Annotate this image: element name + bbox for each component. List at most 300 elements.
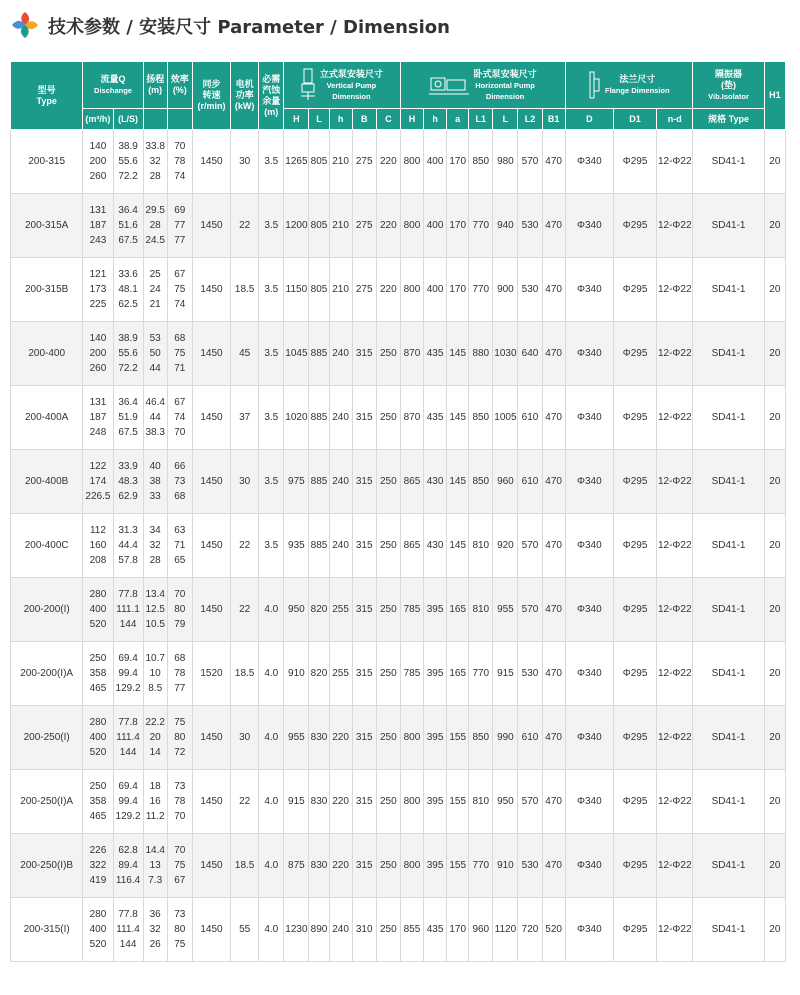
cell-flow-ls-value: 62.8 [118, 845, 138, 856]
cell-flow-m3h-value: 131 [89, 205, 107, 216]
cell-eff [167, 642, 192, 706]
cell-vertical-dim: 805 [309, 130, 329, 194]
cell-flow-ls-value: 38.9 [118, 141, 138, 152]
cell-flange-dim: 12-Φ22 [657, 898, 693, 962]
cell-flow-m3h-value: 260 [89, 171, 107, 182]
cell-eff-value: 66 [174, 461, 186, 472]
cell-flange-dim: Φ295 [613, 130, 656, 194]
cell-flow-ls [113, 322, 143, 386]
header-v-H: H [284, 109, 309, 130]
cell-flow-ls-value: 111.4 [116, 732, 140, 743]
cell-npsh: 3.5 [259, 194, 284, 258]
cell-eff-value: 70 [174, 845, 186, 856]
cell-isolator: SD41-1 [693, 834, 764, 898]
cell-flow-ls-value: 38.9 [118, 333, 138, 344]
header-h-a: a [447, 109, 469, 130]
cell-eff-value: 69 [174, 205, 186, 216]
cell-flow-ls [113, 770, 143, 834]
cell-vertical-dim: 915 [284, 770, 309, 834]
header-model: 型号 Type [11, 62, 83, 130]
cell-eff-value: 70 [174, 141, 186, 152]
cell-head-value: 38 [149, 476, 161, 487]
cell-power: 55 [231, 898, 259, 962]
cell-flow-m3h-value: 465 [89, 683, 107, 694]
cell-vertical-dim: 975 [284, 450, 309, 514]
cell-head-value: 8.5 [148, 683, 163, 694]
cell-speed: 1450 [192, 834, 230, 898]
cell-flange-dim: Φ340 [565, 834, 613, 898]
cell-flow-m3h-value: 280 [89, 909, 107, 920]
cell-flange-dim: 12-Φ22 [657, 514, 693, 578]
cell-horizontal-dim: 850 [469, 450, 493, 514]
cell-horizontal-dim: 165 [447, 578, 469, 642]
cell-eff-value: 72 [174, 747, 186, 758]
cell-eff-value: 77 [174, 220, 186, 231]
cell-flow-m3h-value: 131 [89, 397, 107, 408]
cell-horizontal-dim: 400 [424, 194, 447, 258]
cell-flow-ls-value: 55.6 [118, 348, 138, 359]
cell-h1: 20 [764, 258, 785, 322]
cell-eff-value: 74 [174, 171, 186, 182]
cell-horizontal-dim: 145 [447, 386, 469, 450]
cell-flow-ls-value: 33.6 [118, 269, 138, 280]
cell-vertical-dim: 950 [284, 578, 309, 642]
cell-vertical-dim: 250 [376, 642, 400, 706]
cell-flow-ls-value: 129.2 [115, 683, 141, 694]
cell-eff-value: 75 [174, 717, 186, 728]
cell-flange-dim: Φ340 [565, 898, 613, 962]
header-f-D1: D1 [613, 109, 656, 130]
cell-head-value: 44 [149, 363, 161, 374]
cell-flow-m3h-value: 400 [89, 732, 107, 743]
cell-vertical-dim: 310 [352, 898, 376, 962]
cell-npsh: 4.0 [259, 834, 284, 898]
cell-vertical-dim: 250 [376, 898, 400, 962]
cell-eff [167, 706, 192, 770]
cell-vertical-dim: 220 [329, 770, 352, 834]
cell-eff-value: 75 [174, 284, 186, 295]
cell-horizontal-dim: 395 [424, 834, 447, 898]
cell-vertical-dim: 1020 [284, 386, 309, 450]
cell-npsh: 4.0 [259, 898, 284, 962]
cell-model: 200-400 [11, 322, 83, 386]
cell-model: 200-315(I) [11, 898, 83, 962]
cell-horizontal-dim: 430 [424, 450, 447, 514]
cell-horizontal-dim: 850 [469, 130, 493, 194]
cell-vertical-dim: 220 [376, 194, 400, 258]
cell-flange-dim: 12-Φ22 [657, 322, 693, 386]
cell-flow-m3h-value: 187 [89, 220, 107, 231]
cell-head-value: 38.3 [145, 427, 165, 438]
cell-horizontal-dim: 155 [447, 770, 469, 834]
cell-flow-m3h [83, 450, 113, 514]
cell-horizontal-dim: 910 [493, 834, 518, 898]
table-row [11, 450, 786, 514]
cell-horizontal-dim: 470 [542, 386, 565, 450]
cell-flow-m3h-value: 419 [89, 875, 107, 886]
cell-flange-dim: 12-Φ22 [657, 770, 693, 834]
cell-vertical-dim: 885 [309, 386, 329, 450]
cell-horizontal-dim: 530 [518, 258, 542, 322]
cell-vertical-dim: 1265 [284, 130, 309, 194]
cell-vertical-dim: 255 [329, 578, 352, 642]
cell-head-value: 21 [149, 299, 161, 310]
cell-horizontal-dim: 470 [542, 514, 565, 578]
cell-horizontal-dim: 155 [447, 834, 469, 898]
cell-flow-m3h [83, 130, 113, 194]
cell-vertical-dim: 805 [309, 258, 329, 322]
cell-flow-m3h-value: 140 [89, 141, 107, 152]
header-flange: 法兰尺寸 Flange Dimension [565, 62, 693, 109]
cell-flow-ls [113, 258, 143, 322]
cell-eff-value: 80 [174, 924, 186, 935]
cell-power: 30 [231, 130, 259, 194]
cell-flow-ls-value: 62.9 [118, 491, 138, 502]
cell-h1: 20 [764, 194, 785, 258]
cell-horizontal-dim: 570 [518, 770, 542, 834]
cell-horizontal-dim: 570 [518, 514, 542, 578]
cell-vertical-dim: 220 [376, 258, 400, 322]
cell-flow-ls [113, 578, 143, 642]
vertical-pump-icon [301, 68, 315, 102]
cell-horizontal-dim: 785 [400, 642, 423, 706]
cell-head [143, 194, 167, 258]
cell-horizontal-dim: 145 [447, 322, 469, 386]
cell-horizontal-dim: 470 [542, 706, 565, 770]
cell-head-value: 13.4 [145, 589, 165, 600]
cell-head-value: 50 [149, 348, 161, 359]
cell-eff-value: 68 [174, 333, 186, 344]
cell-eff [167, 514, 192, 578]
cell-flow-ls-value: 111.1 [116, 604, 140, 615]
cell-flow-m3h-value: 160 [89, 540, 107, 551]
cell-flow-m3h-value: 248 [89, 427, 107, 438]
flange-icon [588, 70, 600, 100]
cell-eff [167, 898, 192, 962]
header-f-nd: n-d [657, 109, 693, 130]
cell-horizontal-dim: 145 [447, 450, 469, 514]
cell-head-value: 14.4 [145, 845, 165, 856]
cell-vertical-dim: 315 [352, 386, 376, 450]
cell-eff-value: 79 [174, 619, 186, 630]
cell-flow-m3h-value: 140 [89, 333, 107, 344]
cell-flange-dim: Φ340 [565, 578, 613, 642]
cell-vertical-dim: 885 [309, 514, 329, 578]
cell-eff [167, 770, 192, 834]
cell-npsh: 4.0 [259, 642, 284, 706]
cell-vertical-dim: 240 [329, 514, 352, 578]
cell-flow-m3h-value: 208 [89, 555, 107, 566]
cell-horizontal-dim: 610 [518, 386, 542, 450]
cell-horizontal-dim: 950 [493, 770, 518, 834]
cell-eff-value: 77 [174, 235, 186, 246]
cell-horizontal-dim: 1005 [493, 386, 518, 450]
cell-flow-ls-value: 72.2 [118, 171, 138, 182]
cell-horizontal-dim: 865 [400, 450, 423, 514]
cell-flow-m3h [83, 834, 113, 898]
cell-vertical-dim: 830 [309, 834, 329, 898]
cell-horizontal-dim: 870 [400, 386, 423, 450]
cell-vertical-dim: 240 [329, 450, 352, 514]
cell-horizontal-dim: 720 [518, 898, 542, 962]
cell-eff-value: 75 [174, 860, 186, 871]
cell-head-value: 16 [149, 796, 161, 807]
cell-speed: 1450 [192, 258, 230, 322]
cell-vertical-dim: 250 [376, 322, 400, 386]
cell-power: 18.5 [231, 834, 259, 898]
cell-h1: 20 [764, 514, 785, 578]
cell-flow-ls-value: 144 [119, 619, 137, 630]
cell-model: 200-315A [11, 194, 83, 258]
cell-flow-m3h-value: 226 [89, 845, 107, 856]
cell-horizontal-dim: 800 [400, 194, 423, 258]
header-eff: 效率 (%) [167, 62, 192, 109]
cell-speed: 1450 [192, 194, 230, 258]
cell-flow-ls [113, 706, 143, 770]
header-power: 电机 功率 (kW) [231, 62, 259, 130]
cell-eff [167, 194, 192, 258]
cell-flow-m3h-value: 121 [89, 269, 107, 280]
cell-eff [167, 386, 192, 450]
cell-head [143, 898, 167, 962]
cell-horizontal-dim: 855 [400, 898, 423, 962]
cell-head [143, 450, 167, 514]
cell-flange-dim: Φ340 [565, 386, 613, 450]
cell-flow-ls-value: 89.4 [118, 860, 138, 871]
page-header [0, 0, 800, 56]
cell-flange-dim: Φ340 [565, 194, 613, 258]
cell-head [143, 258, 167, 322]
cell-vertical-dim: 250 [376, 514, 400, 578]
cell-flow-ls [113, 194, 143, 258]
cell-vertical-dim: 255 [329, 642, 352, 706]
cell-flange-dim: Φ340 [565, 642, 613, 706]
cell-model: 200-250(I) [11, 706, 83, 770]
cell-head [143, 770, 167, 834]
cell-eff-value: 75 [174, 939, 186, 950]
cell-flow-ls-value: 36.4 [118, 397, 138, 408]
cell-head-value: 32 [149, 540, 161, 551]
cell-vertical-dim: 315 [352, 834, 376, 898]
cell-flow-ls-value: 129.2 [115, 811, 141, 822]
cell-flow-ls-value: 62.5 [118, 299, 138, 310]
header-horizontal: 卧式泵安装尺寸 Horizontal Pump Dimension [400, 62, 565, 109]
cell-vertical-dim: 885 [309, 322, 329, 386]
cell-eff [167, 450, 192, 514]
cell-npsh: 4.0 [259, 578, 284, 642]
table-row [11, 514, 786, 578]
cell-flow-ls-value: 36.4 [118, 205, 138, 216]
cell-horizontal-dim: 770 [469, 642, 493, 706]
cell-horizontal-dim: 570 [518, 130, 542, 194]
cell-horizontal-dim: 435 [424, 898, 447, 962]
cell-vertical-dim: 250 [376, 834, 400, 898]
cell-horizontal-dim: 470 [542, 578, 565, 642]
cell-head [143, 706, 167, 770]
cell-flow-m3h [83, 258, 113, 322]
cell-flow-m3h [83, 770, 113, 834]
cell-isolator: SD41-1 [693, 450, 764, 514]
cell-h1: 20 [764, 450, 785, 514]
cell-vertical-dim: 220 [329, 834, 352, 898]
cell-horizontal-dim: 850 [469, 706, 493, 770]
cell-eff-value: 80 [174, 604, 186, 615]
cell-horizontal-dim: 155 [447, 706, 469, 770]
cell-head [143, 322, 167, 386]
cell-flange-dim: Φ340 [565, 258, 613, 322]
cell-horizontal-dim: 530 [518, 194, 542, 258]
cell-flow-ls [113, 642, 143, 706]
cell-flow-m3h [83, 898, 113, 962]
cell-vertical-dim: 250 [376, 386, 400, 450]
cell-horizontal-dim: 800 [400, 834, 423, 898]
cell-flow-ls-value: 99.4 [118, 668, 138, 679]
cell-eff [167, 834, 192, 898]
cell-eff-value: 78 [174, 796, 186, 807]
cell-horizontal-dim: 470 [542, 770, 565, 834]
cell-horizontal-dim: 435 [424, 322, 447, 386]
cell-speed: 1450 [192, 322, 230, 386]
cell-flow-m3h-value: 520 [89, 747, 107, 758]
cell-horizontal-dim: 955 [493, 578, 518, 642]
cell-speed: 1450 [192, 578, 230, 642]
header-npsh: 必需 汽蚀 余量 (m) [259, 62, 284, 130]
table-row [11, 130, 786, 194]
cell-horizontal-dim: 470 [542, 322, 565, 386]
cell-flow-m3h-value: 243 [89, 235, 107, 246]
cell-head-value: 25 [149, 269, 161, 280]
cell-horizontal-dim: 770 [469, 194, 493, 258]
spec-table [10, 61, 786, 962]
header-h-L1: L1 [469, 109, 493, 130]
cell-vertical-dim: 250 [376, 706, 400, 770]
cell-vertical-dim: 1230 [284, 898, 309, 962]
header-h-L: L [493, 109, 518, 130]
cell-flange-dim: Φ340 [565, 322, 613, 386]
header-f-D: D [565, 109, 613, 130]
cell-eff-value: 70 [174, 589, 186, 600]
cell-head-value: 28 [149, 220, 161, 231]
cell-horizontal-dim: 990 [493, 706, 518, 770]
subheader-row [11, 109, 786, 130]
cell-vertical-dim: 830 [309, 770, 329, 834]
cell-flow-ls-value: 116.4 [115, 875, 141, 886]
cell-flow-ls-value: 48.3 [118, 476, 138, 487]
cell-head-value: 7.3 [148, 875, 163, 886]
cell-power: 45 [231, 322, 259, 386]
header-speed: 同步 转速 (r/min) [192, 62, 230, 130]
horizontal-pump-icon [429, 72, 469, 98]
cell-head-value: 13 [149, 860, 161, 871]
cell-flow-m3h-value: 250 [89, 653, 107, 664]
cell-flange-dim: Φ295 [613, 450, 656, 514]
cell-horizontal-dim: 430 [424, 514, 447, 578]
cell-vertical-dim: 1200 [284, 194, 309, 258]
cell-model: 200-315B [11, 258, 83, 322]
cell-head-value: 36 [149, 909, 161, 920]
cell-eff-value: 73 [174, 781, 186, 792]
cell-horizontal-dim: 960 [469, 898, 493, 962]
cell-eff-value: 70 [174, 427, 186, 438]
cell-flange-dim: Φ295 [613, 194, 656, 258]
cell-power: 30 [231, 706, 259, 770]
cell-eff [167, 130, 192, 194]
table-row [11, 258, 786, 322]
cell-flow-m3h-value: 400 [89, 924, 107, 935]
cell-flow-ls-value: 69.4 [118, 653, 138, 664]
cell-head-value: 24 [149, 284, 161, 295]
cell-isolator: SD41-1 [693, 322, 764, 386]
cell-vertical-dim: 210 [329, 194, 352, 258]
table-row [11, 194, 786, 258]
cell-speed: 1450 [192, 130, 230, 194]
cell-flange-dim: Φ295 [613, 770, 656, 834]
cell-flange-dim: Φ340 [565, 706, 613, 770]
header-v-B: B [352, 109, 376, 130]
cell-model: 200-400A [11, 386, 83, 450]
cell-vertical-dim: 220 [376, 130, 400, 194]
cell-flow-ls [113, 450, 143, 514]
cell-flow-ls-value: 51.6 [118, 220, 138, 231]
cell-horizontal-dim: 470 [542, 834, 565, 898]
cell-head-value: 10 [149, 668, 161, 679]
cell-isolator: SD41-1 [693, 706, 764, 770]
cell-vertical-dim: 910 [284, 642, 309, 706]
cell-horizontal-dim: 400 [424, 258, 447, 322]
cell-eff-value: 67 [174, 875, 186, 886]
cell-horizontal-dim: 810 [469, 770, 493, 834]
cell-head-value: 40 [149, 461, 161, 472]
cell-power: 22 [231, 514, 259, 578]
cell-head-value: 28 [149, 171, 161, 182]
cell-flow-m3h-value: 280 [89, 589, 107, 600]
cell-power: 18.5 [231, 258, 259, 322]
cell-eff-value: 68 [174, 491, 186, 502]
cell-head-value: 14 [149, 747, 161, 758]
cell-vertical-dim: 875 [284, 834, 309, 898]
cell-flow-m3h [83, 322, 113, 386]
cell-flange-dim: 12-Φ22 [657, 258, 693, 322]
cell-speed: 1450 [192, 514, 230, 578]
cell-flange-dim: Φ295 [613, 834, 656, 898]
cell-flow-m3h [83, 194, 113, 258]
cell-speed: 1450 [192, 898, 230, 962]
cell-horizontal-dim: 170 [447, 130, 469, 194]
cell-vertical-dim: 820 [309, 578, 329, 642]
cell-h1: 20 [764, 322, 785, 386]
header-h-h: h [424, 109, 447, 130]
cell-flow-m3h [83, 706, 113, 770]
header-vertical: 立式泵安装尺寸 Vertical Pump Dimension [284, 62, 401, 109]
cell-flow-m3h-value: 400 [89, 604, 107, 615]
cell-speed: 1450 [192, 450, 230, 514]
cell-horizontal-dim: 470 [542, 130, 565, 194]
cell-horizontal-dim: 470 [542, 642, 565, 706]
cell-vertical-dim: 315 [352, 322, 376, 386]
cell-flow-ls-value: 144 [119, 747, 137, 758]
cell-flow-m3h-value: 250 [89, 781, 107, 792]
cell-vertical-dim: 240 [329, 322, 352, 386]
cell-horizontal-dim: 915 [493, 642, 518, 706]
cell-flange-dim: Φ295 [613, 514, 656, 578]
cell-head [143, 130, 167, 194]
cell-npsh: 4.0 [259, 770, 284, 834]
cell-head-value: 46.4 [145, 397, 165, 408]
cell-horizontal-dim: 530 [518, 642, 542, 706]
header-isolator: 隔振器 (垫) Vib.Isolator [693, 62, 764, 109]
cell-vertical-dim: 275 [352, 258, 376, 322]
cell-flange-dim: 12-Φ22 [657, 450, 693, 514]
